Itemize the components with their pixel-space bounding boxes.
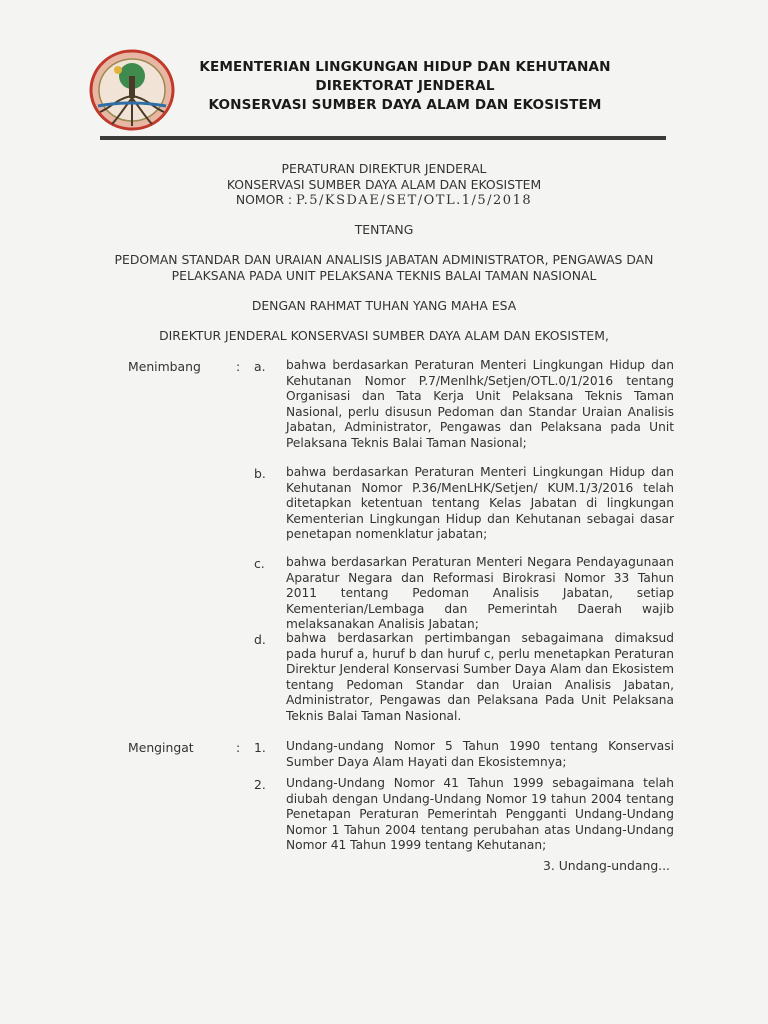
menimbang-item-b: bahwa berdasarkan Peraturan Menteri Lingkungan Hidup dan Kehutanan Nomor P.36/MenLHK/Setjen/ KUM.1/3/2016 telah ditetapkan ketentuan tentang Kelas Jabatan di lingkungan Kementerian Lingkungan Hidup dan Kehutanan sebagai dasar penetapan nomenklatur jabatan; xyxy=(286,465,674,541)
regulation-title: PERATURAN DIREKTUR JENDERAL xyxy=(281,161,487,176)
org-directorate: DIREKTORAT JENDERAL xyxy=(315,78,495,94)
menimbang-marker-d: d. xyxy=(254,632,266,647)
menimbang-marker-a: a. xyxy=(254,359,266,374)
menimbang-label: Menimbang xyxy=(128,359,201,374)
org-unit: KONSERVASI SUMBER DAYA ALAM DAN EKOSISTEM xyxy=(208,97,602,113)
nomor-value: P.5/KSDAE/SET/OTL.1/5/2018 xyxy=(296,193,533,208)
menimbang-item-d: bahwa berdasarkan pertimbangan sebagaimana dimaksud pada huruf a, huruf b dan huruf c, perlu menetapkan Peraturan Direktur Jenderal Konservasi Sumber Daya Alam dan Ekosistem tentang Pedoman Standar dan Uraian Analisis Jabatan, Administrator, Pengawas dan Pelaksana Pada Unit Pelaksana Teknis Balai Taman Nasional. xyxy=(286,631,674,723)
mengingat-label: Mengingat xyxy=(128,740,194,755)
regulation-issuer: KONSERVASI SUMBER DAYA ALAM DAN EKOSISTEM xyxy=(226,177,542,192)
tentang-heading: TENTANG xyxy=(354,222,414,237)
regulation-number xyxy=(0,192,768,208)
menimbang-marker-c: c. xyxy=(254,556,265,571)
nomor-label: NOMOR : xyxy=(235,192,293,207)
letterhead-divider xyxy=(100,136,666,140)
page-continuation: 3. Undang-undang... xyxy=(542,858,670,873)
menimbang-marker-b: b. xyxy=(254,466,266,481)
mengingat-colon: : xyxy=(236,740,241,755)
mengingat-item-1: Undang-undang Nomor 5 Tahun 1990 tentang Konservasi Sumber Daya Alam Hayati dan Ekosistemnya; xyxy=(286,739,674,769)
blessing-line: DENGAN RAHMAT TUHAN YANG MAHA ESA xyxy=(251,298,517,313)
ministry-emblem-tree-icon xyxy=(88,48,176,132)
menimbang-item-a: bahwa berdasarkan Peraturan Menteri Lingkungan Hidup dan Kehutanan Nomor P.7/Menlhk/Setjen/OTL.0/1/2016 tentang Organisasi dan Tata Kerja Unit Pelaksana Teknis Taman Nasional, perlu disusun Pedoman dan Standar Uraian Analisis Jabatan, Administrator, Pengawas dan Pelaksana pada Unit Pelaksana Teknis Balai Taman Nasional; xyxy=(286,358,674,450)
org-ministry: KEMENTERIAN LINGKUNGAN HIDUP DAN KEHUTANAN xyxy=(199,59,611,75)
mengingat-marker-1: 1. xyxy=(254,740,266,755)
subject-line-1: PEDOMAN STANDAR DAN URAIAN ANALISIS JABATAN ADMINISTRATOR, PENGAWAS DAN xyxy=(114,252,654,267)
mengingat-marker-2: 2. xyxy=(254,777,266,792)
letterhead-org xyxy=(185,58,625,115)
mengingat-item-2: Undang-Undang Nomor 41 Tahun 1999 sebagaimana telah diubah dengan Undang-Undang Nomor 19 tahun 2004 tentang Penetapan Peraturan Pemerintah Pengganti Undang-Undang Nomor 1 Tahun 2004 tentang perubahan atas Undang-Undang Nomor 41 Tahun 1999 tentang Kehutanan; xyxy=(286,776,674,852)
menimbang-colon: : xyxy=(236,359,241,374)
authority-line: DIREKTUR JENDERAL KONSERVASI SUMBER DAYA ALAM DAN EKOSISTEM, xyxy=(159,328,609,343)
subject-line-2: PELAKSANA PADA UNIT PELAKSANA TEKNIS BALAI TAMAN NASIONAL xyxy=(171,268,597,283)
menimbang-item-c: bahwa berdasarkan Peraturan Menteri Negara Pendayagunaan Aparatur Negara dan Reformasi Birokrasi Nomor 33 Tahun 2011 tentang Pedoman Analisis Jabatan, setiap Kementerian/Lembaga dan Pemerintah Daerah wajib melaksanakan Analisis Jabatan; xyxy=(286,555,674,631)
